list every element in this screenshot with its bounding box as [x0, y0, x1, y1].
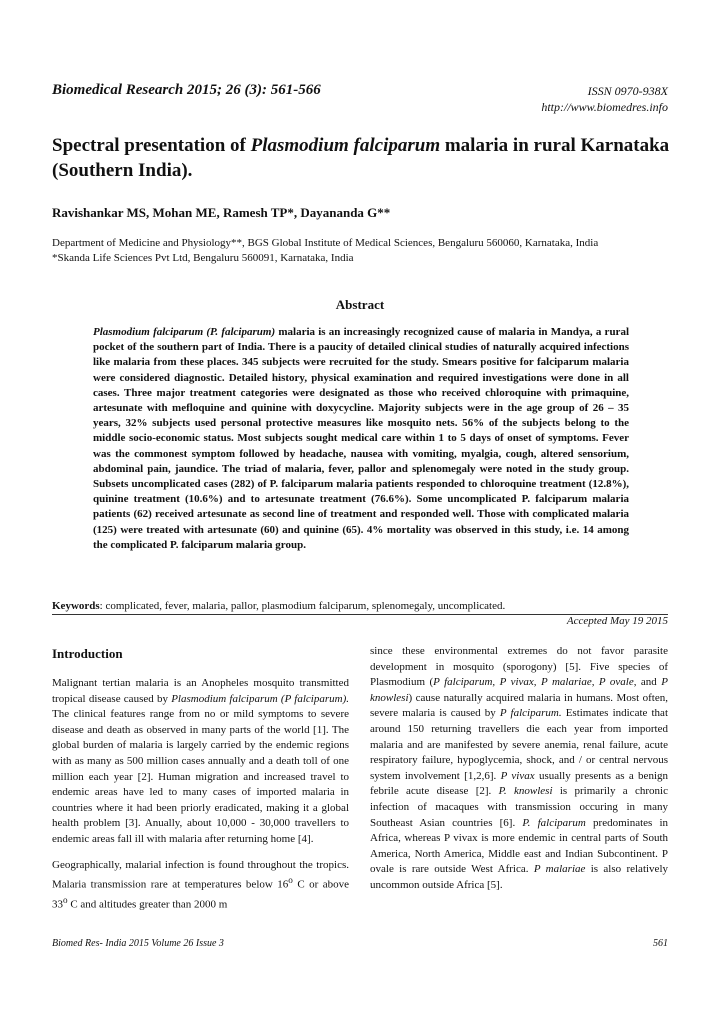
issn-block	[541, 83, 668, 115]
abstract-lead: Plasmodium falciparum (P. falciparum)	[93, 326, 276, 338]
title-part-2: malaria in rural Karnataka (Southern India).	[52, 135, 670, 181]
r-species-7: P malariae	[533, 863, 586, 876]
affiliation-1: Department of Medicine and Physiology**, BGS Global Institute of Medical Sciences, Bengaluru 560060, Karnataka, India	[52, 237, 599, 249]
intro-paragraph-1	[52, 676, 349, 848]
r-species-5: P. knowlesi	[498, 785, 553, 798]
page-number: 561	[653, 938, 668, 949]
keywords	[52, 599, 668, 615]
journal-citation: Biomedical Research 2015; 26 (3): 561-566	[52, 82, 321, 98]
keywords-label: Keywords	[52, 600, 100, 612]
intro-paragraph-2	[52, 858, 349, 914]
introduction-heading: Introduction	[52, 646, 123, 661]
intro-p2-text-2: C or above 33	[52, 878, 349, 912]
r-species-6: P. falciparum	[522, 816, 586, 829]
intro-p2-text: Geographically, malarial infection is found throughout the tropics. Malaria transmission rare at temperatures below 16	[52, 858, 349, 891]
r-text-7: predominates in Africa, whereas P vivax is more endemic in central parts of South America, North America, Middle east and Indian Subcontinent. P ovale is rare outside West Africa.	[370, 816, 669, 876]
abstract-heading: Abstract	[335, 297, 385, 312]
degree-sup-1: o	[288, 875, 293, 886]
intro-p1-species: Plasmodium falciparum (P falciparum).	[171, 692, 349, 705]
abstract-text	[93, 325, 629, 553]
intro-p1-text: Malignant tertian malaria is an Anopheles mosquito transmitted tropical disease caused by	[52, 677, 349, 705]
title-part-1: Spectral presentation of	[52, 135, 251, 156]
r-text-1: since these environmental extremes do not favor parasite development in mosquito (sporogony) [5]. Five species of Plasmodium (	[370, 645, 668, 689]
degree-sup-2: o	[63, 895, 68, 906]
r-text-5: usually presents as a benign febrile acute disease [2].	[370, 769, 669, 798]
accepted-date: Accepted May 19 2015	[566, 615, 668, 627]
r-text-3: ) cause naturally acquired malaria in humans. Most often, severe malaria is caused by	[370, 691, 668, 720]
affiliation-2: *Skanda Life Sciences Pvt Ltd, Bengaluru 560091, Karnataka, India	[52, 252, 354, 264]
r-text-8: is also relatively uncommon outside Africa [5].	[370, 863, 668, 891]
intro-p2-text-3: C and altitudes greater than 2000 m	[67, 899, 228, 912]
footer-citation: Biomed Res- India 2015 Volume 26 Issue 3	[52, 938, 224, 949]
abstract-body: malaria is an increasingly recognized cause of malaria in Mandya, a rural pocket of the southern part of India. There is a paucity of detailed clinical studies of naturally acquired infections like malaria from these places. 345 subjects were recruited for the study. Smears positive for falciparum malaria were considered diagnostic. Detailed history, physical examination and required investigations were done in all cases. Three major treatment categories were designated as those who received chloroquine with primaquine, artesunate with mefloquine and quinine with doxycycline. Majority subjects were in the age group of 26 – 35 years, 32% subjects used personal protective measures like mosquito nets. 56% of the subjects belong to the middle socio-economic status. Most subjects sought medical care within 1 to 5 days of onset of symptoms. Fever was the commonest symptom followed by headache, nausea with vomiting, myalgia, cough, altered sensorium, abdominal pain, jaundice. The triad of malaria, fever, pallor and splenomegaly were noted in the study group. Subsets uncomplicated cases (282) of P. falciparum malaria patients responded to chloroquine treatment (12.8%), quinine treatment (10.6%) and to artesunate treatment (76.6%). Some uncomplicated P. falciparum malaria patients (62) received artesunate as second line of treatment and responded well. Those with complicated malaria (125) were treated with artesunate (60) and quinine (65). 4% mortality was observed in this study, i.e. 14 among the complicated P. falciparum malaria group.	[93, 326, 630, 551]
authors: Ravishankar MS, Mohan ME, Ramesh TP*, Dayananda G**	[52, 205, 391, 220]
title-species: Plasmodium falciparum	[250, 135, 441, 156]
right-column	[370, 644, 668, 904]
r-text-4: Estimates indicate that around 150 returning travellers die each year from imported malaria and are manifested by severe anemia, renal failure, acute respiratory failure, hypoglycemia, shock, and / or central nervous system involvement [1,2,6].	[370, 707, 668, 782]
r-species-4: P vivax	[500, 769, 535, 782]
paper-title	[52, 133, 672, 183]
r-text-2: , and	[633, 676, 662, 689]
r-species-2: P knowlesi	[370, 676, 669, 704]
affiliations	[52, 236, 672, 266]
issn: ISSN 0970-938X	[587, 84, 668, 98]
r-species-3: P falciparum.	[499, 707, 562, 720]
keywords-text: : complicated, fever, malaria, pallor, plasmodium falciparum, splenomegaly, uncomplicated.	[99, 600, 506, 612]
journal-url[interactable]: http://www.biomedres.info	[541, 100, 668, 114]
intro-paragraph-3	[370, 644, 668, 894]
left-column	[52, 676, 349, 924]
r-species-1: P falciparum, P vivax, P malariae, P ovale	[433, 676, 634, 689]
intro-p1-text-2: The clinical features range from no or mild symptoms to severe disease and death as observed in many parts of the world [1]. The global burden of malaria is largely carried by the endemic regions with as many as 500 million cases annually and a death toll of one million each year [2]. Human migration and increased travel to endemic areas have led to many cases of imported malaria in countries where it had been priorly eradicated, making it a global health problem [3]. Anually, about 10,000 - 30,000 travellers to endemic areas fall ill with malaria after returning home [4].	[52, 708, 349, 845]
r-text-6: is primarily a chronic infection of macaques with transmission occuring in many Southeast Asian countries [6].	[370, 785, 668, 829]
